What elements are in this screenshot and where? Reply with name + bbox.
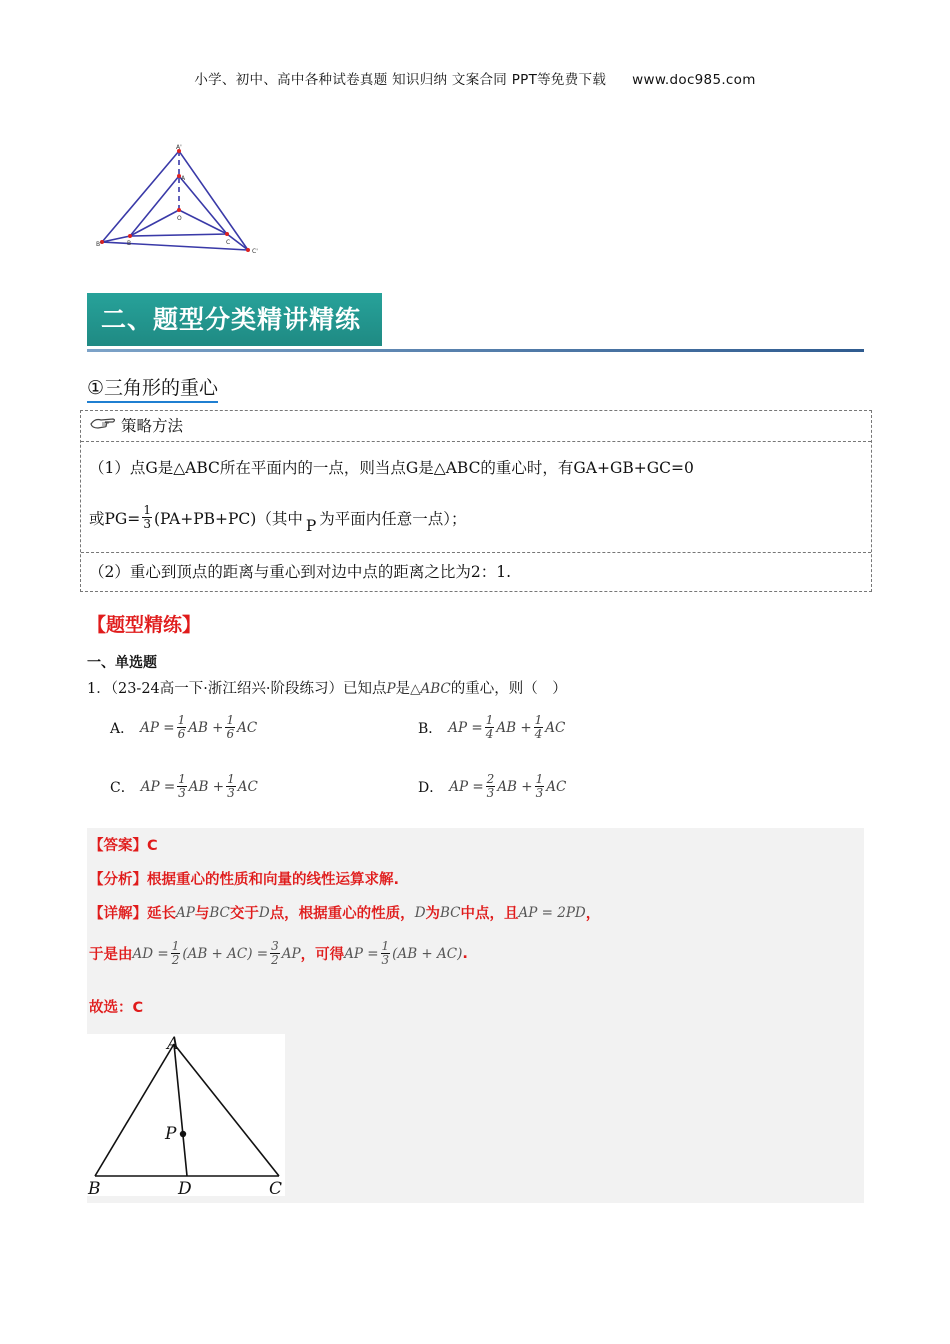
fraction xyxy=(486,773,496,800)
strategy-point-1 xyxy=(81,442,871,553)
option-label: A． xyxy=(110,720,135,737)
question-p: P xyxy=(386,681,396,697)
p1-end: 为平面内任意一点）； xyxy=(319,509,467,528)
frac-num: 1 xyxy=(381,939,390,953)
t-formula xyxy=(133,940,301,967)
fig2-label-b: B xyxy=(88,1179,101,1196)
f-mid: AB + xyxy=(188,778,225,795)
frac-num: 1 xyxy=(535,772,544,786)
question-text-pre: （23-24高一下·浙江绍兴·阶段练习）已知点 xyxy=(110,681,387,697)
d-bc: BC xyxy=(209,904,230,921)
frac-den: 3 xyxy=(381,953,390,967)
fraction xyxy=(535,773,545,800)
fraction xyxy=(177,773,187,800)
frac-den: 4 xyxy=(485,727,494,741)
question-text-post: 的重心，则（ ） xyxy=(450,681,567,697)
d-bc2: BC xyxy=(440,904,461,921)
question-text-mid: 是 xyxy=(395,681,411,697)
d-eq: AP = 2PD xyxy=(518,904,586,921)
fraction xyxy=(142,504,152,531)
subtitle: ①三角形的重心 xyxy=(87,373,218,403)
option-formula xyxy=(449,773,566,800)
frac-num: 2 xyxy=(486,772,495,786)
fig2-label-p: P xyxy=(165,1124,177,1144)
t-mid: ，可得 xyxy=(300,947,345,963)
t-formula-2 xyxy=(344,940,462,967)
t-end: . xyxy=(462,945,468,962)
choice-line: 故选：C xyxy=(89,1000,144,1016)
fig1-label-b-prime: B' xyxy=(96,241,102,248)
pointing-hand-icon xyxy=(89,411,117,441)
d-d2: D xyxy=(414,904,426,921)
practice-heading: 【题型精练】 xyxy=(87,614,202,636)
option-label: B． xyxy=(418,720,443,737)
strategy-point-2: （2）重心到顶点的距离与重心到对边中点的距离之比为2：1. xyxy=(89,563,512,581)
frac-den: 6 xyxy=(177,727,186,741)
d-d: D xyxy=(258,904,270,921)
f-mid: AB + xyxy=(496,719,532,736)
triangle-figure-2 xyxy=(87,1034,285,1196)
fraction xyxy=(226,773,236,800)
analysis-line: 【分析】根据重心的性质和向量的线性运算求解. xyxy=(89,872,400,888)
strategy-label: 策略方法 xyxy=(121,417,184,435)
fraction xyxy=(177,714,187,741)
frac-den: 3 xyxy=(178,786,186,800)
option-a[interactable] xyxy=(110,714,257,741)
frac-num: 1 xyxy=(534,713,543,727)
option-c[interactable] xyxy=(110,773,258,800)
strategy-header xyxy=(81,411,871,442)
frac-den: 3 xyxy=(535,786,544,800)
f-pre: AP = xyxy=(449,778,484,795)
t-eq3-post: (AB + AC) xyxy=(392,945,463,962)
fig1-label-a: A xyxy=(181,175,186,182)
fig1-label-b: B xyxy=(127,240,132,247)
fig2-label-d: D xyxy=(178,1179,192,1196)
frac-den: 6 xyxy=(226,727,235,741)
frac-num: 1 xyxy=(227,772,235,786)
section-single-choice: 一、单选题 xyxy=(87,655,157,671)
frac-den: 3 xyxy=(227,786,235,800)
question-triangle: △ABC xyxy=(410,681,451,697)
t-eq1: AD = xyxy=(132,945,169,962)
header-text: 小学、初中、高中各种试卷真题 知识归纳 文案合同 PPT等免费下载 xyxy=(194,72,607,88)
question-number: 1． xyxy=(87,681,111,697)
option-label: C． xyxy=(110,779,135,796)
d-with: 与 xyxy=(194,906,210,922)
frac-num: 1 xyxy=(171,939,180,953)
frac-num: 1 xyxy=(178,772,186,786)
frac-den: 2 xyxy=(271,953,279,967)
f-pre: AP = xyxy=(140,719,175,736)
t-eq3: AP = xyxy=(344,945,379,962)
fraction xyxy=(171,940,181,967)
option-formula xyxy=(140,714,257,741)
option-label: D． xyxy=(418,779,444,796)
header-url[interactable]: www.doc985.com xyxy=(632,72,756,88)
option-b[interactable] xyxy=(418,714,565,741)
frac-den: 3 xyxy=(143,517,151,531)
d-end: ， xyxy=(585,906,601,922)
strategy-p1-line1: （1）点G是△ABC所在平面内的一点，则当点G是△ABC的重心时，有GA+GB+GC=0 xyxy=(89,459,694,477)
answer-line: 【答案】C xyxy=(89,838,158,854)
frac-num: 3 xyxy=(271,939,279,953)
fig2-label-c: C xyxy=(269,1179,283,1196)
fraction xyxy=(270,940,280,967)
fig1-label-o: O xyxy=(177,215,182,222)
f-post: AC xyxy=(237,778,258,795)
frac-den: 3 xyxy=(486,786,495,800)
d-int: 交于 xyxy=(229,906,259,922)
option-d[interactable] xyxy=(418,773,566,800)
answer-panel xyxy=(87,828,864,1203)
triangle-figure-1 xyxy=(96,142,271,257)
f-pre: AP = xyxy=(140,778,176,795)
section-banner: 二、题型分类精讲精练 xyxy=(87,293,382,346)
frac-num: 1 xyxy=(177,713,186,727)
section-rule xyxy=(87,349,864,352)
question-1 xyxy=(87,677,567,698)
f-post: AC xyxy=(546,778,567,795)
p1-pre: 或PG= xyxy=(89,509,141,528)
f-post: AC xyxy=(545,719,566,736)
frac-num: 1 xyxy=(143,503,151,517)
frac-den: 4 xyxy=(534,727,543,741)
option-formula xyxy=(141,773,258,800)
p1-p: P xyxy=(305,516,317,535)
fig1-label-c-prime: C' xyxy=(252,248,258,255)
then-line xyxy=(89,940,468,967)
frac-num: 1 xyxy=(485,713,494,727)
option-formula xyxy=(448,714,565,741)
fraction xyxy=(225,714,235,741)
fig1-label-a-prime: A' xyxy=(176,144,182,151)
t-eq1-post: (AB + AC) = xyxy=(182,945,269,962)
fig1-label-c: C xyxy=(226,239,231,246)
f-post: AC xyxy=(237,719,258,736)
fraction xyxy=(534,714,544,741)
strategy-box xyxy=(80,410,872,592)
strategy-p1-line2 xyxy=(89,503,467,535)
d-pre: 【详解】延长 xyxy=(89,906,176,922)
d-is: 为 xyxy=(425,906,441,922)
d-ap: AP xyxy=(176,904,195,921)
frac-num: 1 xyxy=(226,713,235,727)
fraction xyxy=(485,714,495,741)
frac-den: 2 xyxy=(171,953,180,967)
f-pre: AP = xyxy=(448,719,483,736)
page-header xyxy=(0,68,950,88)
p1-post: (PA+PB+PC)（其中 xyxy=(153,509,303,528)
t-eq2-post: AP xyxy=(281,945,301,962)
fig2-label-a: A xyxy=(167,1034,180,1054)
d-mid: 点，根据重心的性质， xyxy=(269,906,415,922)
d-midpt: 中点，且 xyxy=(460,906,519,922)
t-pre: 于是由 xyxy=(89,947,133,963)
fraction xyxy=(381,940,391,967)
detail-line xyxy=(89,902,600,923)
f-mid: AB + xyxy=(188,719,224,736)
f-mid: AB + xyxy=(497,778,533,795)
